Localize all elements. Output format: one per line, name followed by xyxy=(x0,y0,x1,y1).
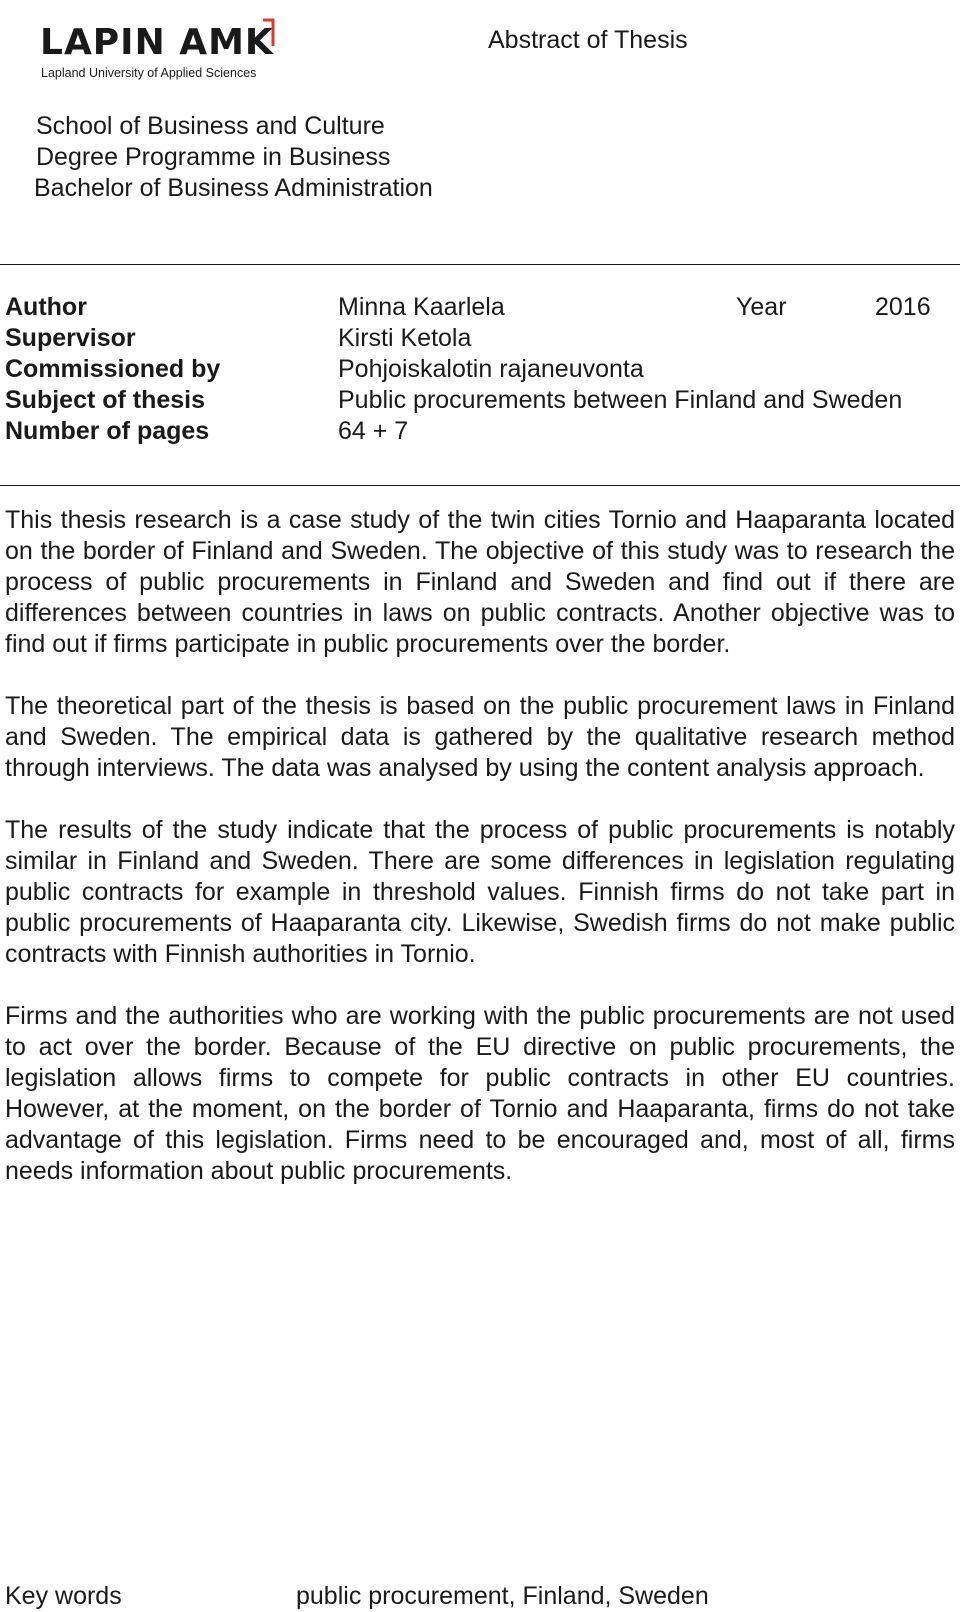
meta-row-author xyxy=(5,292,955,323)
supervisor-label: Supervisor xyxy=(5,324,136,352)
abstract-paragraph: The results of the study indicate that the process of public procurements is notably similar in Finland and Sweden. There are some differences in legislation regulating public contracts for example in threshold values. Finnish firms do not take part in public procurements of Haaparanta city. Likewise, Swedish firms do not make public contracts with Finnish authorities in Tornio. xyxy=(5,816,955,968)
keywords-row xyxy=(5,1582,955,1612)
logo-corner-mark-icon xyxy=(262,18,276,48)
pages-label: Number of pages xyxy=(5,417,210,445)
commissioned-by-value: Pohjoiskalotin rajaneuvonta xyxy=(338,355,644,383)
lapin-amk-logo xyxy=(40,18,290,80)
author-value: Minna Kaarlela xyxy=(338,293,505,321)
keywords-value: public procurement, Finland, Sweden xyxy=(296,1582,709,1610)
commissioned-by-label: Commissioned by xyxy=(5,355,221,383)
degree-programme: Degree Programme in Business xyxy=(36,143,391,171)
document-type: Abstract of Thesis xyxy=(488,26,688,54)
year-value: 2016 xyxy=(875,293,931,321)
meta-row-commissioned-by xyxy=(5,354,955,385)
author-label: Author xyxy=(5,293,87,321)
thesis-metadata xyxy=(5,292,955,447)
meta-row-subject xyxy=(5,385,955,416)
meta-row-pages xyxy=(5,416,955,447)
abstract-paragraph: This thesis research is a case study of the twin cities Tornio and Haaparanta located on the border of Finland and Sweden. The objective of this study was to research the process of public procurements in Finland and Sweden and find out if there are differences between countries in laws on public contracts. Another objective was to find out if firms participate in public procurements over the border. xyxy=(5,506,955,658)
degree-title: Bachelor of Business Administration xyxy=(34,174,433,202)
keywords-label: Key words xyxy=(5,1582,122,1610)
abstract-body xyxy=(5,505,955,1218)
meta-row-supervisor xyxy=(5,323,955,354)
pages-value: 64 + 7 xyxy=(338,417,409,445)
school-info xyxy=(36,111,433,204)
logo-wordmark: LAPIN AMK xyxy=(40,22,274,63)
abstract-paragraph: The theoretical part of the thesis is based on the public procurement laws in Finland and Sweden. The empirical data is gathered by the qualitative research method through interviews. The data was analysed by using the content analysis approach. xyxy=(5,692,955,782)
school-name: School of Business and Culture xyxy=(36,112,385,140)
subject-label: Subject of thesis xyxy=(5,386,206,414)
subject-value: Public procurements between Finland and Sweden xyxy=(338,386,903,414)
logo-subtitle: Lapland University of Applied Sciences xyxy=(41,66,257,80)
abstract-paragraph: Firms and the authorities who are working with the public procurements are not used to act over the border. Because of the EU directive on public procurements, the legislation allows firms to compete for public contracts in other EU countries. However, at the moment, on the border of Tornio and Haaparanta, firms do not take advantage of this legislation. Firms need to be encouraged and, most of all, firms needs information about public procurements. xyxy=(5,1002,955,1185)
top-divider xyxy=(0,264,960,265)
bottom-divider xyxy=(0,485,960,486)
supervisor-value: Kirsti Ketola xyxy=(338,324,472,352)
year-label: Year xyxy=(736,293,787,321)
